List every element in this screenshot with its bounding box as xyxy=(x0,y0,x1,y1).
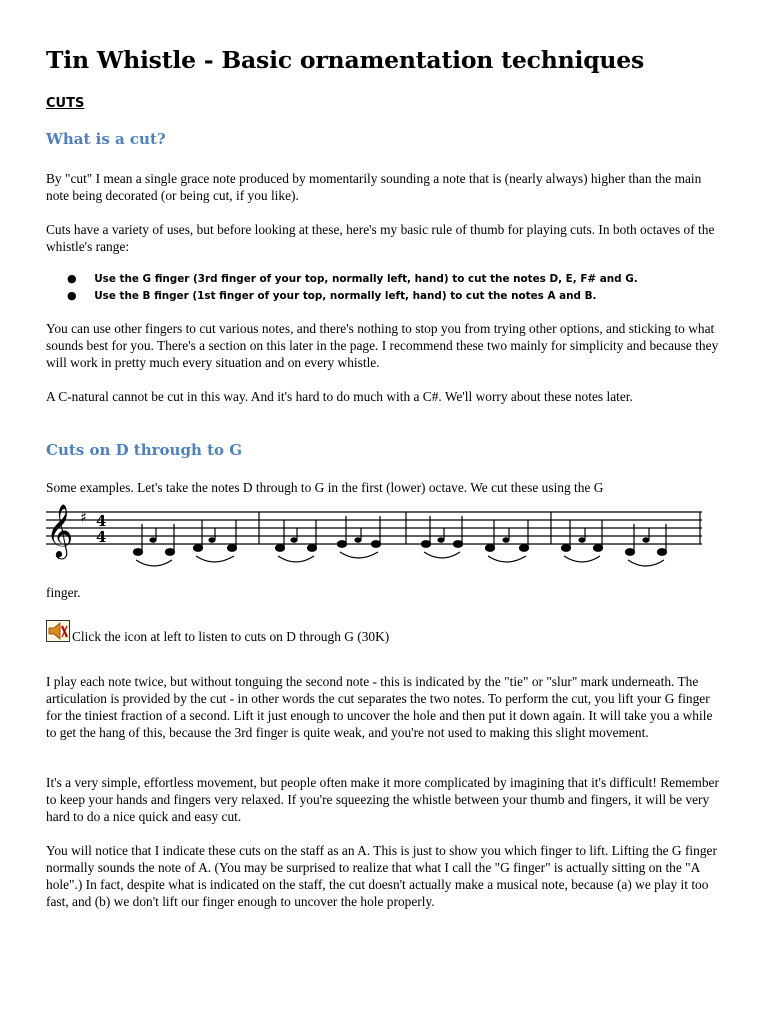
cut-group-g xyxy=(486,520,529,562)
paragraph-7: It's a very simple, effortless movement, but people often make it more complicated by imagining that it's difficult! Remember to keep your hands and fingers very relaxed. If you're squeezing the whistle between your thumb and fingers, it will be very hard to do a nice quick and easy cut. xyxy=(46,775,719,824)
bullet-item-2 xyxy=(67,289,596,302)
cut-group-f2 xyxy=(422,516,463,558)
speaker-icon[interactable] xyxy=(46,620,70,642)
page-title: Tin Whistle - Basic ornamentation techniques xyxy=(46,46,645,74)
cut-group-e xyxy=(194,520,237,562)
heading-cuts-d-through-g: Cuts on D through to G xyxy=(46,441,243,459)
music-staff-image xyxy=(46,500,702,580)
time-signature-top: 4 xyxy=(96,512,107,530)
note-groups xyxy=(134,516,667,566)
sharp-icon: ♯ xyxy=(80,510,87,526)
heading-what-is-a-cut: What is a cut? xyxy=(46,130,166,148)
cut-group-d xyxy=(134,524,175,566)
paragraph-2: Cuts have a variety of uses, but before looking at these, here's my basic rule of thumb for playing cuts. In both octaves of the whistle's range: xyxy=(46,222,715,254)
cut-group-e2 xyxy=(276,520,317,562)
paragraph-1: By "cut" I mean a single grace note produced by momentarily sounding a note that is (nearly always) higher than the main note being decorated (or being cut, if you like). xyxy=(46,171,702,203)
bullet-dot: ● xyxy=(67,289,77,302)
paragraph-6: I play each note twice, but without tonguing the second note - this is indicated by the "tie" or "slur" mark underneath. The articulation is provided by the cut - in other words the cut separates the two notes. To perform the cut, you lift your G finger for the tiniest fraction of a second. Lift it just enough to uncover the hole and then put it down again. It will take you a while to get the hang of this, because the 3rd finger is quite weak, and you're not used to making this slight movement. xyxy=(46,674,713,740)
bullet-text-2: Use the B finger (1st finger of your top, normally left, hand) to cut the notes A and B. xyxy=(94,290,597,302)
paragraph-5: Some examples. Let's take the notes D through to G in the first (lower) octave. We cut these using the G xyxy=(46,480,604,495)
bullet-dot: ● xyxy=(67,272,77,285)
section-label: CUTS xyxy=(46,96,85,111)
time-signature-bottom: 4 xyxy=(96,528,107,546)
cut-group-f xyxy=(338,516,381,558)
paragraph-5-continued: finger. xyxy=(46,585,81,600)
cut-group-d2 xyxy=(562,520,603,562)
treble-clef-icon: 𝄞 xyxy=(46,503,74,557)
bullet-item-1 xyxy=(67,272,638,285)
paragraph-4: A C-natural cannot be cut in this way. And it's hard to do much with a C#. We'll worry about these notes later. xyxy=(46,389,633,404)
paragraph-8: You will notice that I indicate these cuts on the staff as an A. This is just to show you which finger to lift. Lifting the G finger normally sounds the note of A. (You may be surprised to realize that what I call the "G finger" is actually sitting on the "A hole".) In fact, despite what is indicated on the staff, the cut doesn't actually make a musical note, because (a) we play it too fast, and (b) we don't lift our finger enough to uncover the hole properly. xyxy=(46,843,717,909)
paragraph-3: You can use other fingers to cut various notes, and there's nothing to stop you from trying other options, and sticking to what sounds best for you. There's a section on this later in the page. I recommend these two mainly for simplicity and because they will work in pretty much every situation and on every whistle. xyxy=(46,321,719,370)
bullet-text-1: Use the G finger (3rd finger of your top, normally left, hand) to cut the notes D, E, F# and G. xyxy=(94,273,638,285)
audio-caption: Click the icon at left to listen to cuts on D through G (30K) xyxy=(72,629,390,644)
cut-group-d3 xyxy=(626,524,667,566)
